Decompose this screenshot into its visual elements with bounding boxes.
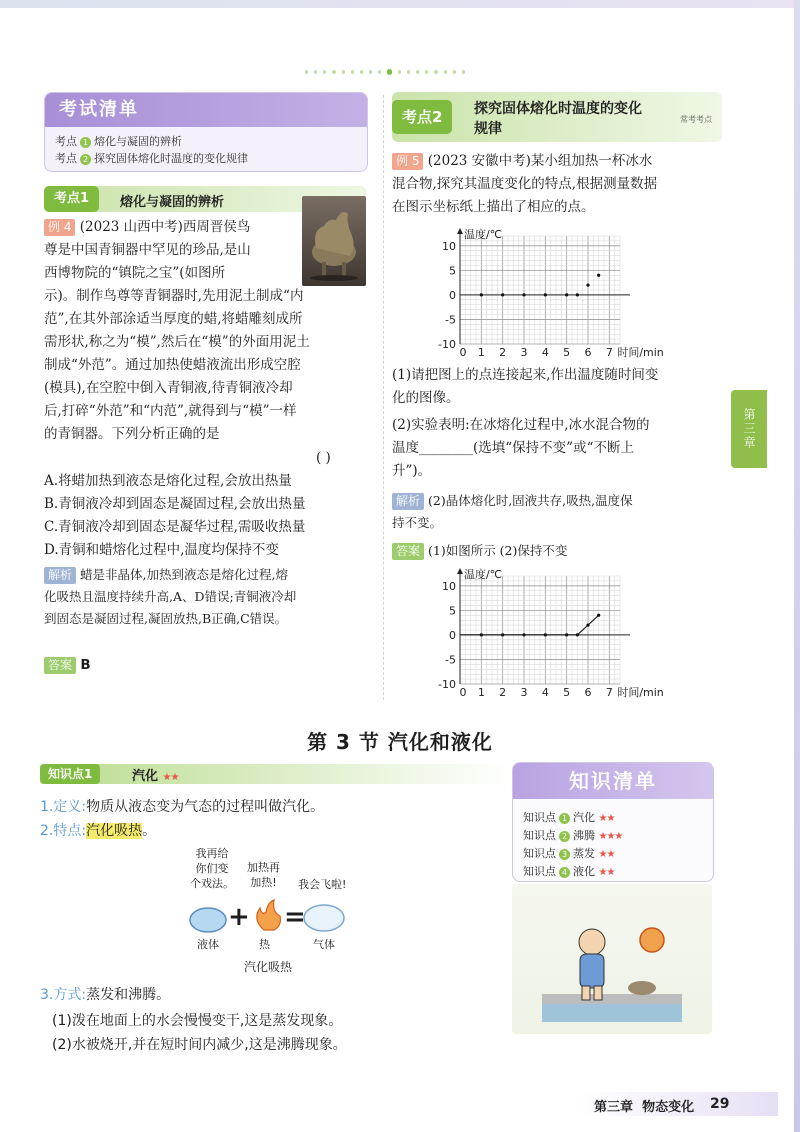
x-tick-label: 1 [477, 346, 485, 358]
y-tick-label: -10 [438, 338, 456, 351]
data-point [501, 293, 504, 296]
y-axis-arrow [457, 568, 463, 574]
example5-label: 例 5 [392, 153, 423, 170]
x-tick-label: 2 [499, 346, 507, 358]
kaodian2-bar [392, 92, 722, 142]
x-axis-label: 时间/min [617, 346, 664, 358]
kaodian2-tag: 考点2 [392, 100, 452, 134]
y-axis-arrow [457, 228, 463, 234]
right-edge-strip [794, 0, 800, 1132]
water-droplet-icon [190, 908, 226, 932]
example5-answer: 答案 (1)如图所示 (2)保持不变 [392, 540, 722, 562]
x-tick-label: 5 [563, 686, 571, 698]
label-heat: 热 [259, 938, 270, 951]
y-tick-label: -5 [445, 653, 456, 667]
example4-analysis: 解析 蜡是非晶体,加热到液态是熔化过程,熔 化吸热且温度持续升高,A、D错误;青铜液冷却 到固态是凝固过程,凝固放热,B正确,C错误。 [44, 567, 297, 626]
zhishidian1-bar [40, 764, 510, 784]
kaodian2-title: 探究固体熔化时温度的变化 规律 [474, 101, 642, 137]
zhishidian1-tag: 知识点1 [40, 764, 100, 784]
x-tick-label: 3 [520, 346, 528, 358]
option-a: A.将蜡加热到液态是熔化过程,会放出热量 [44, 473, 292, 489]
x-tick-label: 2 [499, 686, 507, 698]
footer-chapter: 第三章 物态变化 [594, 1100, 695, 1115]
chart-1 [420, 228, 710, 362]
option-d: D.青铜和蜡熔化过程中,温度均保持不变 [44, 542, 279, 558]
highlight: 汽化吸热 [86, 823, 143, 839]
column-divider [383, 95, 384, 700]
x-tick-label: 4 [541, 686, 549, 698]
x-tick-label: 5 [563, 346, 571, 358]
page-number: 29 [710, 1096, 730, 1112]
temperature-chart-2 [420, 568, 710, 698]
person-cold-icon [512, 884, 712, 1034]
knowledge-list-item: 知识点 2 沸腾 ★★★ [523, 829, 623, 842]
knowledge-list-item: 知识点 4 液化 ★★ [523, 865, 615, 878]
y-tick-label: 0 [449, 628, 456, 642]
equals-sign: = [284, 902, 306, 932]
x-tick-label: 6 [584, 686, 592, 698]
x-tick-label: 1 [477, 686, 485, 698]
example4-label: 例 4 [44, 219, 75, 236]
analysis-label: 解析 [392, 493, 424, 510]
x-tick-label: 3 [520, 686, 528, 698]
y-axis-label: 温度/℃ [464, 568, 503, 581]
data-point [597, 614, 600, 617]
x-axis-label: 时间/min [617, 686, 664, 698]
knowledge-list-box [512, 762, 714, 882]
speech-bubble-liquid: 我再给 你们变 个戏法。 [190, 847, 234, 890]
chart-2 [420, 568, 710, 702]
option-c: C.青铜液冷却到固态是凝华过程,需吸收热量 [44, 519, 306, 535]
example4-body: 示)。制作鸟尊等青铜器时,先用泥土制成“内 范”,在其外部涂适当厚度的蜡,将蜡雕刻成所 需形状,称之为“模”,然后在“模”的外面用泥土 制成“外范”。通过加热使蜡液流出形成空腔 (模具),在空腔中倒入青铜液,待青铜液冷却 后,打碎“外范”和“内范”,就得到与“模”一样 的青铜器。下列分析正确的是 [44, 288, 310, 442]
answer-label: 答案 [44, 657, 76, 674]
method-example-2: (2)水被烧开,并在短时间内减少,这是沸腾现象。 [52, 1037, 347, 1053]
temperature-chart-1 [420, 228, 710, 358]
star-icon: ★★ [162, 772, 179, 783]
data-point [522, 293, 525, 296]
speech-bubble-heat: 加热再 加热! [247, 861, 280, 889]
exam-checklist-box [44, 92, 368, 172]
data-point [480, 293, 483, 296]
x-tick-label: 0 [459, 346, 467, 358]
analysis-label: 解析 [44, 567, 76, 584]
knowledge-list-title: 知识清单 [513, 763, 713, 799]
example4-intro: 例 4 (2023 山西中考)西周晋侯鸟 尊是中国青铜器中罕见的珍品,是山 西博物院的“镇院之宝”(如图所 [44, 219, 251, 281]
data-point [586, 283, 589, 286]
kaodian1-tag: 考点1 [44, 186, 99, 212]
bronze-bird-zun-photo [302, 196, 366, 286]
y-tick-label: 0 [449, 288, 456, 302]
y-tick-label: 10 [442, 239, 456, 253]
exam-checklist-title: 考试清单 [45, 93, 367, 127]
method-line: 3.方式:蒸发和沸腾。 [40, 987, 171, 1003]
y-tick-label: 10 [442, 579, 456, 593]
y-tick-label: 5 [449, 604, 456, 618]
top-edge-strip [0, 0, 800, 8]
data-point [565, 293, 568, 296]
plus-sign: + [228, 902, 250, 932]
x-tick-label: 7 [605, 346, 613, 358]
star-icon: ★★ [598, 867, 615, 878]
example4-options [44, 470, 366, 562]
example5-q1: (1)请把图上的点连接起来,作出温度随时间变 化的图像。 [392, 367, 659, 406]
decorative-dots [305, 68, 465, 76]
data-point [597, 274, 600, 277]
x-tick-label: 0 [459, 686, 467, 698]
kaodian2-badge: 常考考点 [680, 115, 712, 124]
exam-checklist-item: 考点 1 熔化与凝固的辨析 [55, 135, 182, 148]
example5-intro: 例 5 (2023 安徽中考)某小组加热一杯冰水 混合物,探究其温度变化的特点,根据测量数据 在图示坐标纸上描出了相应的点。 [392, 153, 658, 215]
data-point [480, 633, 483, 636]
x-tick-label: 4 [541, 346, 549, 358]
exam-checklist-item: 考点 2 探究固体熔化时温度的变化规律 [55, 152, 248, 165]
example5-analysis: 解析 (2)晶体熔化时,固液共存,吸热,温度保 持不变。 [392, 493, 633, 530]
star-icon: ★★ [598, 813, 615, 824]
star-icon: ★★★ [598, 831, 623, 842]
definition-line: 1.定义:物质从液态变为气态的过程叫做汽化。 [40, 799, 325, 815]
y-axis-label: 温度/℃ [464, 228, 503, 241]
data-point [576, 633, 579, 636]
data-point [586, 623, 589, 626]
vaporization-illustration [186, 898, 356, 938]
label-liquid: 液体 [197, 938, 219, 951]
illustration-caption: 汽化吸热 [244, 960, 293, 974]
data-point [522, 633, 525, 636]
y-tick-label: -10 [438, 678, 456, 691]
star-icon: ★★ [598, 849, 615, 860]
knowledge-list-item: 知识点 1 汽化 ★★ [523, 811, 615, 824]
y-tick-label: 5 [449, 264, 456, 278]
knowledge-list-item: 知识点 3 蒸发 ★★ [523, 847, 615, 860]
data-point [576, 293, 579, 296]
y-tick-label: -5 [445, 313, 456, 327]
kaodian1-title: 熔化与凝固的辨析 [120, 195, 225, 210]
example4-answer-paren: ( ) [316, 450, 331, 466]
data-point [501, 633, 504, 636]
option-b: B.青铜液冷却到固态是凝固过程,会放出热量 [44, 496, 306, 512]
data-point [544, 293, 547, 296]
section-title: 第 3 节 汽化和液化 [307, 730, 493, 754]
chapter-tab[interactable]: 第三章 [731, 390, 767, 468]
feature-line: 2.特点:汽化吸热。 [40, 823, 157, 839]
zhishidian1-title: 汽化 ★★ [132, 769, 179, 784]
label-gas: 气体 [313, 938, 335, 951]
sun-icon [640, 928, 664, 952]
example4-answer: 答案 B [44, 654, 91, 677]
fire-icon [257, 900, 281, 930]
x-tick-label: 7 [605, 686, 613, 698]
method-example-1: (1)泼在地面上的水会慢慢变干,这是蒸发现象。 [52, 1013, 343, 1029]
example5-q2: (2)实验表明:在冰熔化过程中,冰水混合物的 温度________(选填“保持不变”或“不断上 升”)。 [392, 417, 650, 479]
bronze-vessel-icon [302, 196, 366, 286]
data-point [544, 633, 547, 636]
vapor-cloud-icon [304, 905, 344, 931]
data-point [565, 633, 568, 636]
answer-label: 答案 [392, 543, 424, 560]
x-tick-label: 6 [584, 346, 592, 358]
speech-bubble-gas: 我会飞啦! [298, 878, 347, 891]
cartoon-illustration [512, 884, 712, 1034]
